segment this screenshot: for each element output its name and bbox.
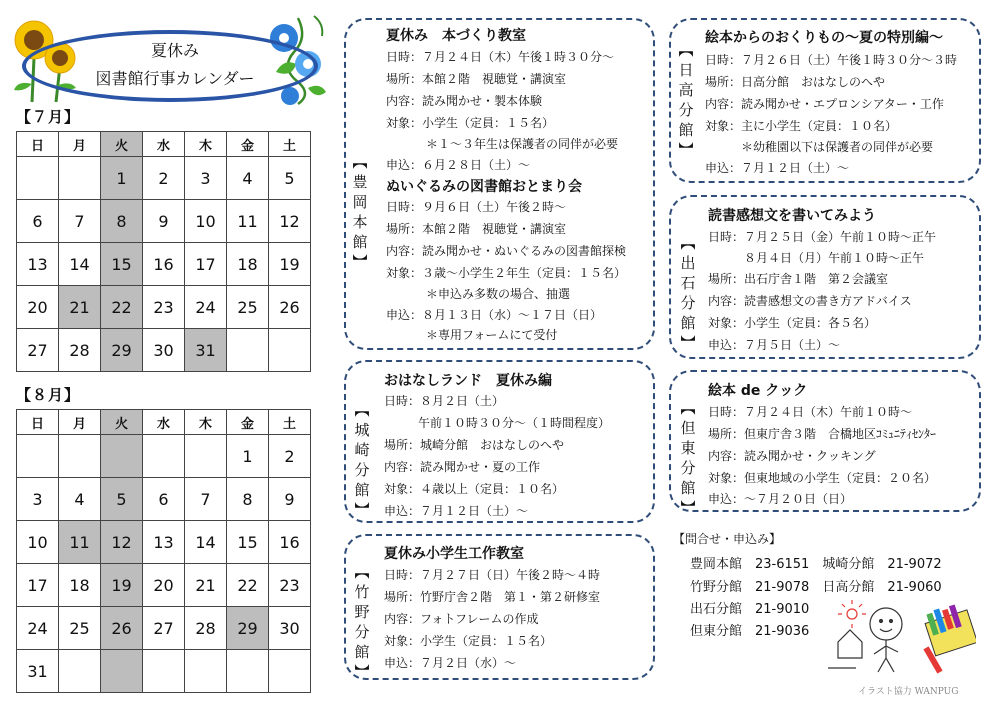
calendar-empty-cell <box>59 435 101 478</box>
contact-row: 出石分館 21-9010 <box>690 602 810 617</box>
calendar-day: 2 <box>269 435 311 478</box>
event-note: ＊幼稚園以下は保護者の同伴が必要 <box>741 140 934 154</box>
event-line: 申込：７月５日（土）～ <box>708 338 841 352</box>
weekday-header: 水 <box>143 132 185 157</box>
july-calendar <box>16 131 311 372</box>
event-note: ＊申込み多数の場合、抽選 <box>426 287 571 301</box>
calendar-day: 5 <box>101 478 143 521</box>
calendar-day: 22 <box>227 564 269 607</box>
event-line: 申込：７月１２日（土）～ <box>384 504 529 518</box>
calendar-day: 29 <box>227 607 269 650</box>
calendar-day: 20 <box>17 286 59 329</box>
event-line: 日時：７月２６日（土）午後１時３０分～３時 <box>705 53 958 67</box>
calendar-day: 27 <box>17 329 59 372</box>
calendar-day: 6 <box>17 200 59 243</box>
izushi-branch-label: ︻ 出 石 分 館 ︼ <box>680 234 696 352</box>
event-note: ＊１～３年生は保護者の同伴が必要 <box>426 137 619 151</box>
event-line: 午前１０時３０分～（１時間程度） <box>418 416 611 430</box>
calendar-day: 31 <box>17 650 59 693</box>
weekday-header: 木 <box>185 410 227 435</box>
weekday-header: 火 <box>101 410 143 435</box>
calendar-day: 15 <box>101 243 143 286</box>
event-line: 対象：４歳以上（定員：１０名） <box>384 482 565 496</box>
izushi-event-title: 読書感想文を書いてみよう <box>708 208 876 224</box>
event-line: 内容：読み聞かせ・クッキング <box>708 449 876 463</box>
calendar-day: 22 <box>101 286 143 329</box>
calendar-day: 4 <box>59 478 101 521</box>
weekday-header: 日 <box>17 410 59 435</box>
page-title-line1: 夏休み <box>150 41 199 60</box>
calendar-empty-cell <box>59 157 101 200</box>
calendar-day: 13 <box>143 521 185 564</box>
event-line: 申込：～７月２０日（日） <box>708 492 853 506</box>
calendar-day: 16 <box>269 521 311 564</box>
calendar-day: 14 <box>185 521 227 564</box>
event-line: 内容：読み聞かせ・エプロンシアター・工作 <box>705 97 944 111</box>
calendar-day: 30 <box>143 329 185 372</box>
weekday-header: 土 <box>269 410 311 435</box>
calendar-day: 20 <box>143 564 185 607</box>
tanto-event-title: 絵本 de クック <box>708 383 808 399</box>
calendar-day: 8 <box>227 478 269 521</box>
event-line: 日時：７月２５日（金）午前１０時～正午 <box>708 230 937 244</box>
kinosaki-branch-label: ︻ 城 崎 分 館 ︼ <box>354 401 370 519</box>
calendar-day: 9 <box>143 200 185 243</box>
event-line: 日時：８月２日（土） <box>384 394 505 408</box>
calendar-day: 24 <box>17 607 59 650</box>
event-line: 申込：７月２日（水）～ <box>384 656 517 670</box>
event-note: ＊専用フォームにて受付 <box>426 328 558 342</box>
contact-heading: 【問合せ・申込み】 <box>673 532 782 546</box>
calendar-day: 21 <box>185 564 227 607</box>
calendar-day: 7 <box>185 478 227 521</box>
calendar-empty-cell <box>185 435 227 478</box>
event-line: 対象：小学生（定員：各５名） <box>708 316 877 330</box>
weekday-header: 日 <box>17 132 59 157</box>
calendar-empty-cell <box>185 650 227 693</box>
calendar-empty-cell <box>269 650 311 693</box>
event-line: 場所：本館２階 視聴覚・講演室 <box>386 222 567 236</box>
calendar-day: 29 <box>101 329 143 372</box>
event-line: ８月４日（月）午前１０時～正午 <box>744 251 925 265</box>
calendar-day: 9 <box>269 478 311 521</box>
calendar-day: 25 <box>227 286 269 329</box>
calendar-day: 6 <box>143 478 185 521</box>
calendar-day: 8 <box>101 200 143 243</box>
event-line: 日時：７月２７日（日）午後２時～４時 <box>384 568 601 582</box>
hidaka-branch-label: ︻ 日 高 分 館 ︼ <box>678 41 694 159</box>
august-label: 【８月】 <box>16 386 81 404</box>
weekday-header: 金 <box>227 132 269 157</box>
calendar-day: 14 <box>59 243 101 286</box>
contact-row: 但東分館 21-9036 <box>690 624 810 639</box>
calendar-day: 11 <box>227 200 269 243</box>
toyooka-branch-label: ︻ 豊 岡 本 館 ︼ <box>352 153 368 271</box>
event-line: 対象：主に小学生（定員：１０名） <box>705 119 898 133</box>
calendar-day: 7 <box>59 200 101 243</box>
weekday-header: 火 <box>101 132 143 157</box>
event-line: 申込：８月１３日（水）～１７日（日） <box>386 308 603 322</box>
calendar-empty-cell <box>269 329 311 372</box>
july-label: 【７月】 <box>16 108 81 126</box>
weekday-header: 土 <box>269 132 311 157</box>
event-line: 内容：読書感想文の書き方アドバイス <box>708 294 912 308</box>
calendar-empty-cell <box>143 650 185 693</box>
event-line: 内容：読み聞かせ・ぬいぐるみの図書館探検 <box>386 244 627 258</box>
event-line: 場所：本館２階 視聴覚・講演室 <box>386 72 567 86</box>
calendar-day: 16 <box>143 243 185 286</box>
calendar-empty-cell <box>227 329 269 372</box>
weekday-header: 月 <box>59 410 101 435</box>
weekday-header: 月 <box>59 132 101 157</box>
calendar-day: 24 <box>185 286 227 329</box>
event-line: 日時：９月６日（土）午後２時～ <box>386 200 567 214</box>
calendar-day: 31 <box>185 329 227 372</box>
event-line: 対象：但東地域の小学生（定員：２０名） <box>708 471 937 485</box>
event-line: 申込：６月２８日（土）～ <box>386 158 531 172</box>
calendar-day: 3 <box>17 478 59 521</box>
event-line: 対象：小学生（定員：１５名） <box>386 116 555 130</box>
kinosaki-event-title: おはなしランド 夏休み編 <box>384 373 552 389</box>
calendar-empty-cell <box>17 435 59 478</box>
contact-row: 豊岡本館 23-6151 城崎分館 21-9072 <box>690 557 942 572</box>
calendar-day: 1 <box>227 435 269 478</box>
takeno-branch-label: ︻ 竹 野 分 館 ︼ <box>354 563 370 681</box>
event-line: 場所：但東庁舎３階 合橋地区ｺﾐｭﾆﾃｨｾﾝﾀｰ <box>708 427 937 441</box>
calendar-empty-cell <box>17 157 59 200</box>
calendar-day: 10 <box>17 521 59 564</box>
calendar-day: 19 <box>269 243 311 286</box>
calendar-empty-cell <box>227 650 269 693</box>
calendar-day: 18 <box>59 564 101 607</box>
calendar-day: 18 <box>227 243 269 286</box>
event-line: 対象：小学生（定員：１５名） <box>384 634 553 648</box>
takeno-event-title: 夏休み小学生工作教室 <box>384 546 524 562</box>
event-line: 日時：７月２４日（木）午後１時３０分～ <box>386 50 615 64</box>
illustration-credit: イラスト協力 WANPUG <box>858 687 959 697</box>
calendar-day: 4 <box>227 157 269 200</box>
calendar-day: 25 <box>59 607 101 650</box>
calendar-day: 21 <box>59 286 101 329</box>
calendar-day: 2 <box>143 157 185 200</box>
calendar-day: 23 <box>143 286 185 329</box>
event-line: 申込：７月１２日（土）～ <box>705 161 850 175</box>
calendar-empty-cell <box>101 650 143 693</box>
calendar-day: 17 <box>185 243 227 286</box>
calendar-day: 1 <box>101 157 143 200</box>
weekday-header: 金 <box>227 410 269 435</box>
calendar-day: 19 <box>101 564 143 607</box>
august-calendar <box>16 409 311 693</box>
calendar-empty-cell <box>143 435 185 478</box>
calendar-day: 30 <box>269 607 311 650</box>
weekday-header: 木 <box>185 132 227 157</box>
calendar-empty-cell <box>59 650 101 693</box>
toyooka-event1-title: 夏休み 本づくり教室 <box>386 28 526 44</box>
calendar-day: 10 <box>185 200 227 243</box>
event-line: 場所：日高分館 おはなしのへや <box>705 75 886 89</box>
calendar-day: 3 <box>185 157 227 200</box>
calendar-day: 23 <box>269 564 311 607</box>
calendar-empty-cell <box>101 435 143 478</box>
event-line: 内容：読み聞かせ・夏の工作 <box>384 460 541 474</box>
event-line: 場所：出石庁舎１階 第２会議室 <box>708 272 889 286</box>
kids-drawing-illustration <box>826 596 976 682</box>
weekday-header: 水 <box>143 410 185 435</box>
calendar-day: 12 <box>101 521 143 564</box>
calendar-day: 12 <box>269 200 311 243</box>
event-line: 内容：読み聞かせ・製本体験 <box>386 94 543 108</box>
calendar-day: 5 <box>269 157 311 200</box>
calendar-day: 17 <box>17 564 59 607</box>
calendar-day: 26 <box>269 286 311 329</box>
calendar-day: 28 <box>185 607 227 650</box>
hidaka-event-title: 絵本からのおくりもの～夏の特別編～ <box>705 30 943 46</box>
contact-row: 竹野分館 21-9078 日高分館 21-9060 <box>690 580 942 595</box>
event-line: 場所：城崎分館 おはなしのへや <box>384 438 565 452</box>
calendar-day: 27 <box>143 607 185 650</box>
event-line: 日時：７月２４日（木）午前１０時～ <box>708 405 913 419</box>
calendar-day: 28 <box>59 329 101 372</box>
event-line: 内容：フォトフレームの作成 <box>384 612 539 626</box>
calendar-day: 11 <box>59 521 101 564</box>
calendar-day: 15 <box>227 521 269 564</box>
calendar-day: 26 <box>101 607 143 650</box>
calendar-day: 13 <box>17 243 59 286</box>
tanto-branch-label: ︻ 但 東 分 館 ︼ <box>680 399 696 517</box>
event-line: 場所：竹野庁舎２階 第１・第２研修室 <box>384 590 601 604</box>
page-title-line2: 図書館行事カレンダー <box>95 69 255 88</box>
toyooka-event2-title: ぬいぐるみの図書館おとまり会 <box>386 179 582 195</box>
event-line: 対象：３歳～小学生２年生（定員：１５名） <box>386 266 627 280</box>
